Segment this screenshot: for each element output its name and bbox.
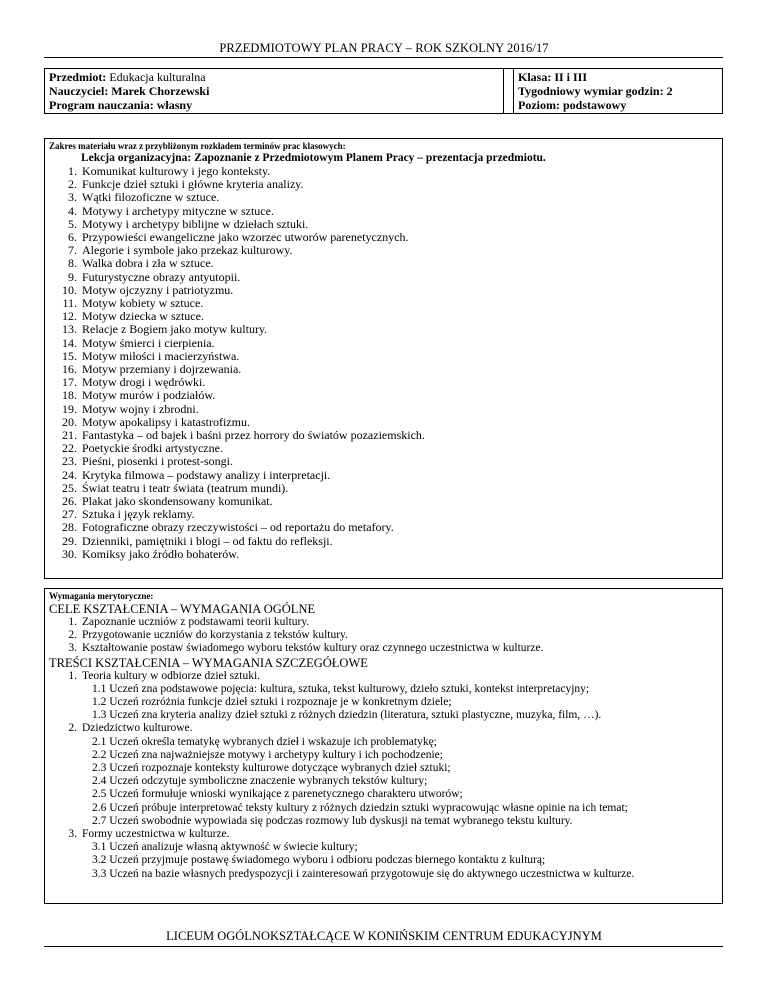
topic-number: 5. — [68, 216, 77, 231]
program-line — [49, 98, 499, 112]
class-line — [518, 70, 718, 84]
content-text: Formy uczestnictwa w kulturze. — [82, 828, 230, 841]
topic-number: 2. — [68, 177, 77, 192]
topic-item — [49, 337, 718, 350]
topic-text: Walka dobra i zła w sztuce. — [82, 256, 214, 271]
topic-number: 13. — [62, 322, 77, 337]
topic-text: Motyw śmierci i cierpienia. — [82, 335, 215, 350]
level-line — [518, 98, 718, 112]
goal-text: Zapoznanie uczniów z podstawami teorii kultury. — [82, 616, 310, 628]
topic-item — [49, 271, 718, 284]
topic-text: Alegorie i symbole jako przekaz kulturowy. — [82, 243, 293, 258]
topic-item — [49, 403, 718, 416]
topic-item — [49, 521, 718, 534]
goal-item — [49, 616, 718, 629]
topic-text: Krytyka filmowa – podstawy analizy i interpretacji. — [82, 467, 331, 482]
topic-item — [49, 191, 718, 204]
content-subitem: 2.4 Uczeń odczytuje symboliczne znaczenie wybranych tekstów kultury; — [92, 775, 428, 788]
topic-number: 18. — [62, 388, 77, 403]
topic-text: Motyw wojny i zbrodni. — [82, 401, 199, 416]
requirements-box — [44, 588, 723, 904]
topic-number: 9. — [68, 269, 77, 284]
topic-text: Futurystyczne obrazy antyutopii. — [82, 269, 241, 284]
class-value: Klasa: II i III — [518, 70, 588, 84]
teacher-line — [49, 84, 499, 98]
topic-number: 6. — [68, 230, 77, 245]
topic-item — [49, 469, 718, 482]
hours-line — [518, 84, 718, 98]
topic-text: Dzienniki, pamiętniki i blogi – od faktu do refleksji. — [82, 533, 333, 548]
goal-number: 2. — [68, 629, 77, 642]
topic-item — [49, 323, 718, 336]
content-subitem: 3.2 Uczeń przyjmuje postawę świadomego wyboru i odbioru podczas biernego kontaktu z kulturą; — [92, 854, 546, 867]
goal-text: Kształtowanie postaw świadomego wyboru tekstów kultury oraz czynnego uczestnictwa w kulturze. — [82, 642, 544, 655]
topic-number: 17. — [62, 375, 77, 390]
topic-number: 20. — [62, 414, 77, 429]
topic-text: Komunikat kulturowy i jego konteksty. — [82, 164, 271, 178]
document-header: PRZEDMIOTOWY PLAN PRACY – ROK SZKOLNY 2016/17 — [219, 41, 549, 55]
organizational-lesson: Lekcja organizacyjna: Zapoznanie z Przedmiotowym Planem Pracy – prezentacja przedmiotu. — [81, 152, 546, 164]
content-subitem: 1.3 Uczeń zna kryteria analizy dzieł sztuki z różnych dziedzin (literatura, sztuki plastyczne, muzyka, film, …). — [92, 709, 602, 722]
topic-text: Komiksy jako źródło bohaterów. — [82, 546, 240, 561]
info-right-cell — [513, 69, 722, 113]
topic-text: Wątki filozoficzne w sztuce. — [82, 190, 220, 205]
goal-text: Przygotowanie uczniów do korzystania z tekstów kultury. — [82, 629, 348, 642]
topic-text: Motyw ojczyzny i patriotyzmu. — [82, 282, 234, 297]
topic-number: 26. — [62, 494, 77, 509]
content-subitem: 2.3 Uczeń rozpoznaje konteksty kulturowe dotyczące wybranych dzieł sztuki; — [92, 762, 451, 775]
goal-number: 1. — [68, 616, 77, 628]
topic-text: Motyw murów i podziałów. — [82, 388, 216, 403]
topic-text: Motyw dziecka w sztuce. — [82, 309, 204, 324]
goals-title: CELE KSZTAŁCENIA – WYMAGANIA OGÓLNE — [49, 602, 316, 616]
topic-text: Sztuka i język reklamy. — [82, 507, 195, 522]
topic-item — [49, 389, 718, 402]
content-subitem: 1.2 Uczeń rozróżnia funkcje dzieł sztuki i rozpoznaje je w konkretnym dziele; — [92, 696, 452, 709]
scope-box — [44, 138, 723, 579]
content-subitem: 2.1 Uczeń określa tematykę wybranych dzieł i wskazuje ich problematykę; — [92, 735, 437, 748]
goal-item — [49, 642, 718, 655]
info-left-cell — [45, 69, 504, 113]
topic-number: 21. — [62, 428, 77, 443]
teacher-value: Nauczyciel: Marek Chorzewski — [49, 84, 210, 98]
topic-item — [49, 205, 718, 218]
topic-number: 22. — [62, 441, 77, 456]
topic-text: Plakat jako skondensowany komunikat. — [82, 494, 273, 509]
topic-number: 4. — [68, 203, 77, 218]
topic-text: Motyw miłości i macierzyństwa. — [82, 348, 240, 363]
content-subitem: 3.3 Uczeń na bazie własnych predyspozycji i zainteresowań przygotowuje się do aktywnego uczestnictwa w kulturze. — [92, 867, 635, 880]
topic-number: 28. — [62, 520, 77, 535]
content-subitem: 2.5 Uczeń formułuje wnioski wynikające z parenetycznego charakteru utworów; — [92, 788, 463, 801]
subject-line — [49, 70, 499, 84]
topic-text: Motyw kobiety w sztuce. — [82, 296, 204, 311]
level-value: Poziom: podstawowy — [518, 98, 627, 112]
topic-number: 25. — [62, 480, 77, 495]
topic-number: 14. — [62, 335, 77, 350]
topic-number: 1. — [68, 164, 77, 178]
document-footer: LICEUM OGÓLNOKSZTAŁCĄCE W KONIŃSKIM CENTRUM EDUKACYJNYM — [166, 929, 602, 943]
topic-text: Przypowieści ewangeliczne jako wzorzec utworów parenetycznych. — [82, 230, 409, 245]
program-value: Program nauczania: własny — [49, 98, 193, 112]
topic-number: 16. — [62, 362, 77, 377]
content-subitem: 2.7 Uczeń swobodnie wypowiada się podczas rozmowy lub dyskusji na temat wybranego tekstu kultury. — [92, 814, 573, 827]
topic-text: Motyw drogi i wędrówki. — [82, 375, 206, 390]
topic-text: Motywy i archetypy biblijne w dziełach sztuki. — [82, 216, 309, 231]
topic-text: Funkcje dzieł sztuki i główne kryteria analizy. — [82, 177, 304, 192]
requirements-heading: Wymagania merytoryczne: — [49, 591, 154, 601]
topics-list — [49, 165, 718, 561]
topic-text: Motyw apokalipsy i katastrofizmu. — [82, 414, 250, 429]
topic-number: 23. — [62, 454, 77, 469]
topic-number: 15. — [62, 348, 77, 363]
content-list — [49, 670, 718, 881]
goal-item — [49, 629, 718, 642]
topic-item — [49, 257, 718, 270]
content-text: Dziedzictwo kulturowe. — [82, 722, 193, 735]
topic-text: Poetyckie środki artystyczne. — [82, 441, 223, 456]
subject-value: Edukacja kulturalna — [106, 70, 206, 84]
topic-number: 10. — [62, 282, 77, 297]
hours-value: Tygodniowy wymiar godzin: 2 — [518, 84, 673, 98]
content-item — [49, 828, 718, 841]
content-subitem: 1.1 Uczeń zna podstawowe pojęcia: kultura, sztuka, tekst kulturowy, dzieło sztuki, kontekst interpretacyjny; — [92, 682, 590, 695]
goal-number: 3. — [68, 642, 77, 655]
content-number: 2. — [68, 722, 77, 735]
topic-number: 8. — [68, 256, 77, 271]
topic-number: 12. — [62, 309, 77, 324]
content-subitem: 2.6 Uczeń próbuje interpretować teksty kultury z różnych dziedzin sztuki wypracowując własne opinie na ich temat; — [92, 801, 628, 814]
topic-number: 11. — [62, 296, 77, 311]
info-table — [44, 68, 723, 114]
content-title: TREŚCI KSZTAŁCENIA – WYMAGANIA SZCZEGÓŁOWE — [49, 655, 368, 670]
content-text: Teoria kultury w odbiorze dzieł sztuki. — [82, 669, 261, 682]
topic-number: 24. — [62, 467, 77, 482]
topic-item — [49, 535, 718, 548]
topic-number: 27. — [62, 507, 77, 522]
subject-label: Przedmiot: — [49, 70, 107, 84]
content-number: 3. — [68, 828, 77, 841]
topic-number: 3. — [68, 190, 77, 205]
topic-text: Pieśni, piosenki i protest-songi. — [82, 454, 233, 469]
content-subitem: 2.2 Uczeń zna najważniejsze motywy i archetypy kultury i ich pochodzenie; — [92, 748, 443, 761]
goals-list — [49, 616, 718, 656]
topic-number: 29. — [62, 533, 77, 548]
scope-heading: Zakres materiału wraz z przybliżonym rozkładem terminów prac klasowych: — [49, 141, 346, 151]
topic-text: Fantastyka – od bajek i baśni przez horrory do światów pozaziemskich. — [82, 428, 425, 443]
footer-rule — [44, 946, 723, 947]
content-number: 1. — [68, 669, 77, 682]
topic-text: Motywy i archetypy mityczne w sztuce. — [82, 203, 274, 218]
topic-number: 30. — [62, 546, 77, 561]
topic-item — [49, 548, 718, 561]
content-item — [49, 670, 718, 683]
topic-text: Fotograficzne obrazy rzeczywistości – od reportażu do metafory. — [82, 520, 394, 535]
topic-text: Świat teatru i teatr świata (teatrum mundi). — [82, 480, 289, 495]
topic-text: Motyw przemiany i dojrzewania. — [82, 362, 242, 377]
topic-number: 19. — [62, 401, 77, 416]
topic-item — [49, 455, 718, 468]
content-item — [49, 722, 718, 735]
topic-text: Relacje z Bogiem jako motyw kultury. — [82, 322, 268, 337]
topic-number: 7. — [68, 243, 77, 258]
content-subitem: 3.1 Uczeń analizuje własną aktywność w świecie kultury; — [92, 841, 358, 854]
header-rule — [44, 57, 723, 58]
